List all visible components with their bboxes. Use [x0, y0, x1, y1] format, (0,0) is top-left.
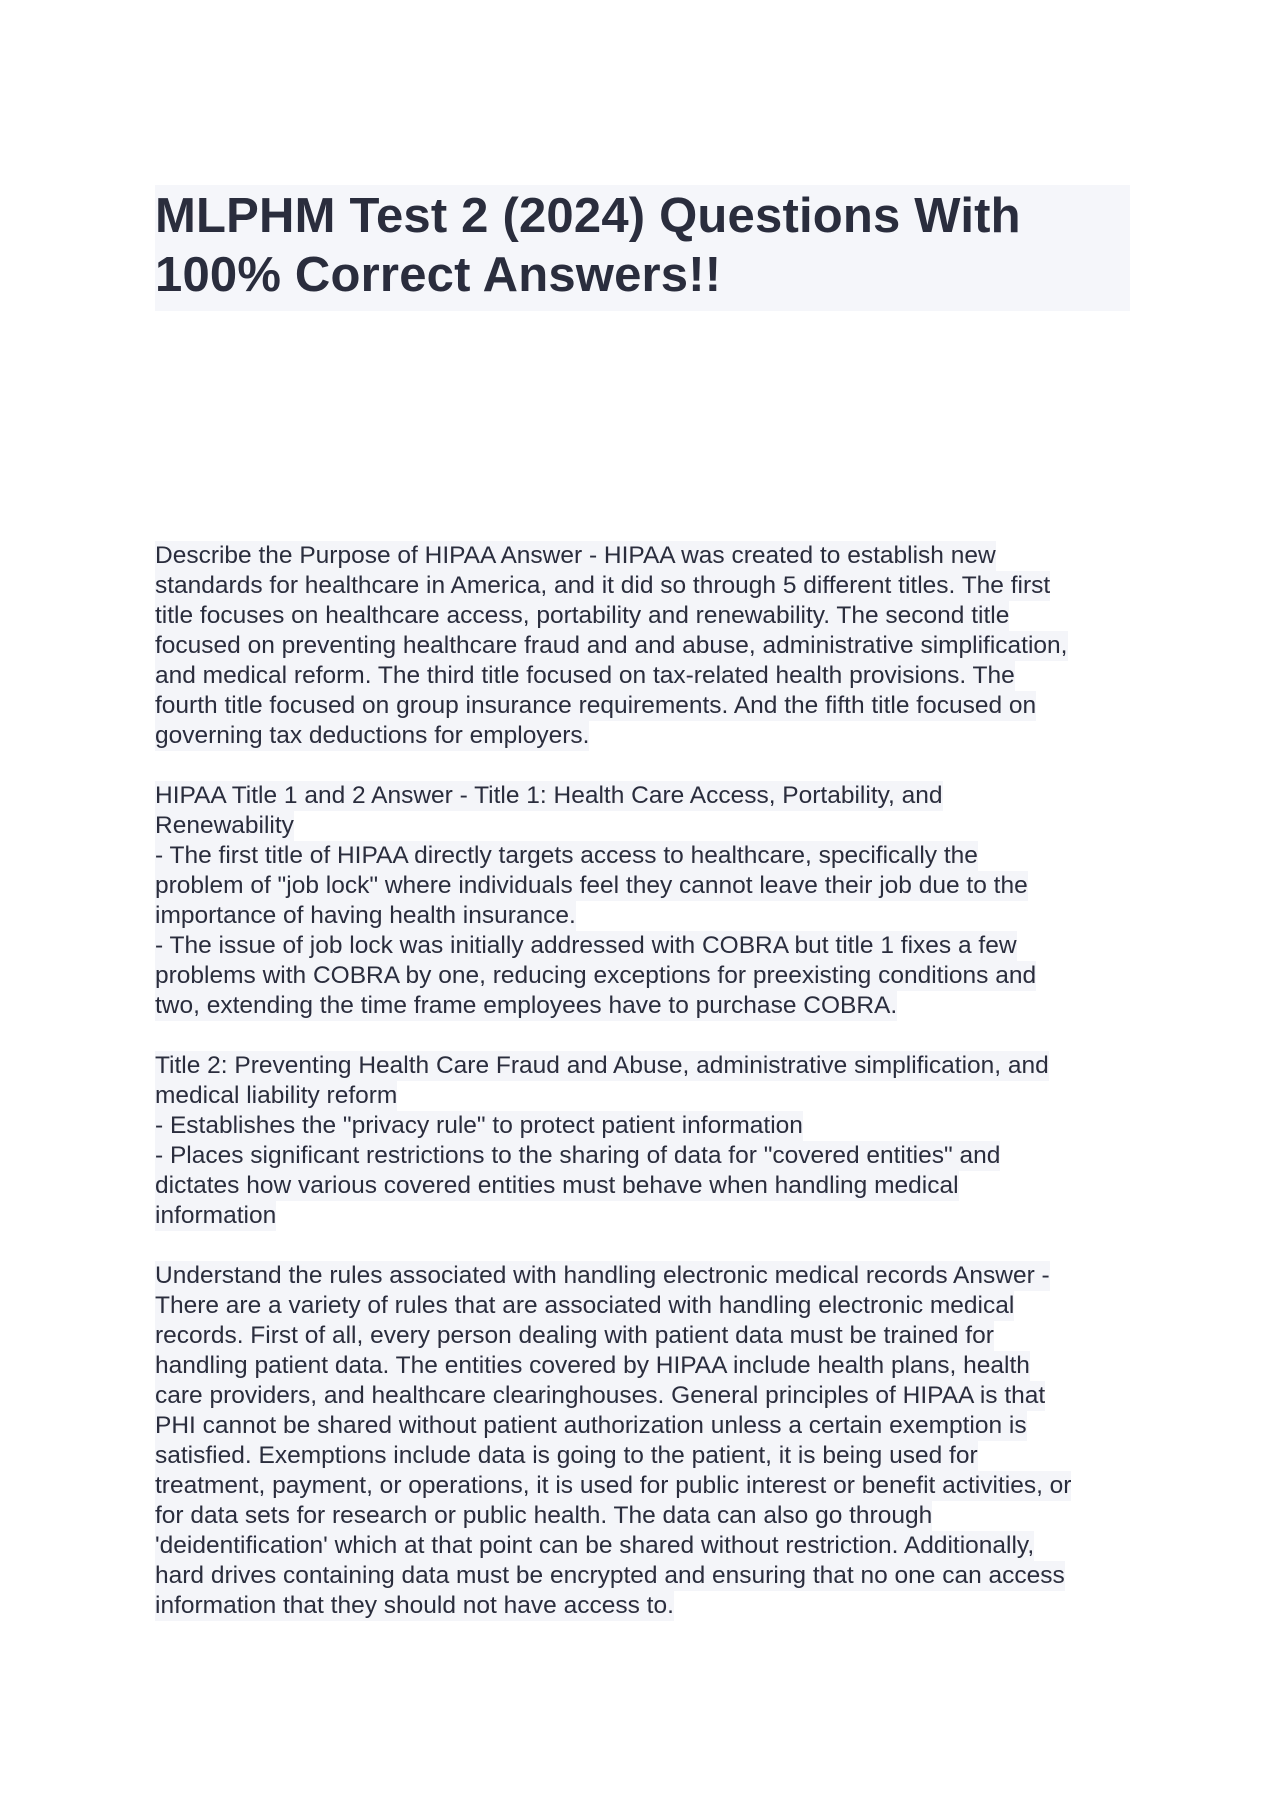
text-line: - The first title of HIPAA directly targets access to healthcare, specifically the	[155, 842, 978, 869]
paragraph-hipaa-title-2	[155, 1051, 1140, 1231]
text-line: HIPAA Title 1 and 2 Answer - Title 1: Health Care Access, Portability, and	[155, 782, 943, 809]
text-line: governing tax deductions for employers.	[155, 722, 590, 749]
document-title	[155, 187, 1130, 305]
text-line: medical liability reform	[155, 1082, 398, 1109]
text-line: Renewability	[155, 812, 294, 839]
text-line: problems with COBRA by one, reducing exceptions for preexisting conditions and	[155, 962, 1037, 989]
text-line: information	[155, 1202, 277, 1229]
text-line: Describe the Purpose of HIPAA Answer - HIPAA was created to establish new	[155, 542, 996, 569]
title-line: MLPHM Test 2 (2024) Questions With	[155, 189, 1021, 243]
text-line: 'deidentification' which at that point can be shared without restriction. Additionally,	[155, 1532, 1035, 1559]
text-line: - Establishes the "privacy rule" to protect patient information	[155, 1112, 803, 1139]
text-line: for data sets for research or public health. The data can also go through	[155, 1502, 933, 1529]
text-line: records. First of all, every person dealing with patient data must be trained for	[155, 1322, 994, 1349]
document-title-block	[155, 185, 1130, 311]
text-line: hard drives containing data must be encrypted and ensuring that no one can access	[155, 1562, 1065, 1589]
text-line: care providers, and healthcare clearinghouses. General principles of HIPAA is that	[155, 1382, 1046, 1409]
document-body	[155, 541, 1140, 1651]
text-line: fourth title focused on group insurance requirements. And the fifth title focused on	[155, 692, 1037, 719]
text-line: Title 2: Preventing Health Care Fraud and Abuse, administrative simplification, and	[155, 1052, 1049, 1079]
text-line: title focuses on healthcare access, portability and renewability. The second title	[155, 602, 1010, 629]
text-line: PHI cannot be shared without patient authorization unless a certain exemption is	[155, 1412, 1027, 1439]
paragraph-hipaa-purpose	[155, 541, 1140, 751]
text-line: information that they should not have access to.	[155, 1592, 674, 1619]
text-line: Understand the rules associated with handling electronic medical records Answer -	[155, 1262, 1050, 1289]
text-line: There are a variety of rules that are associated with handling electronic medical	[155, 1292, 1015, 1319]
paragraph-electronic-records	[155, 1261, 1140, 1621]
text-line: standards for healthcare in America, and it did so through 5 different titles. The first	[155, 572, 1051, 599]
text-line: satisfied. Exemptions include data is going to the patient, it is being used for	[155, 1442, 978, 1469]
text-line: handling patient data. The entities covered by HIPAA include health plans, health	[155, 1352, 1030, 1379]
text-line: and medical reform. The third title focused on tax-related health provisions. The	[155, 662, 1015, 689]
text-line: problem of "job lock" where individuals feel they cannot leave their job due to the	[155, 872, 1028, 899]
text-line: focused on preventing healthcare fraud and and abuse, administrative simplification,	[155, 632, 1068, 659]
text-line: - The issue of job lock was initially addressed with COBRA but title 1 fixes a few	[155, 932, 1017, 959]
text-line: - Places significant restrictions to the sharing of data for "covered entities" and	[155, 1142, 1001, 1169]
title-line: 100% Correct Answers!!	[155, 248, 722, 302]
text-line: dictates how various covered entities must behave when handling medical	[155, 1172, 959, 1199]
paragraph-hipaa-title-1	[155, 781, 1140, 1021]
text-line: importance of having health insurance.	[155, 902, 576, 929]
text-line: two, extending the time frame employees have to purchase COBRA.	[155, 992, 898, 1019]
text-line: treatment, payment, or operations, it is used for public interest or benefit activities, or	[155, 1472, 1072, 1499]
